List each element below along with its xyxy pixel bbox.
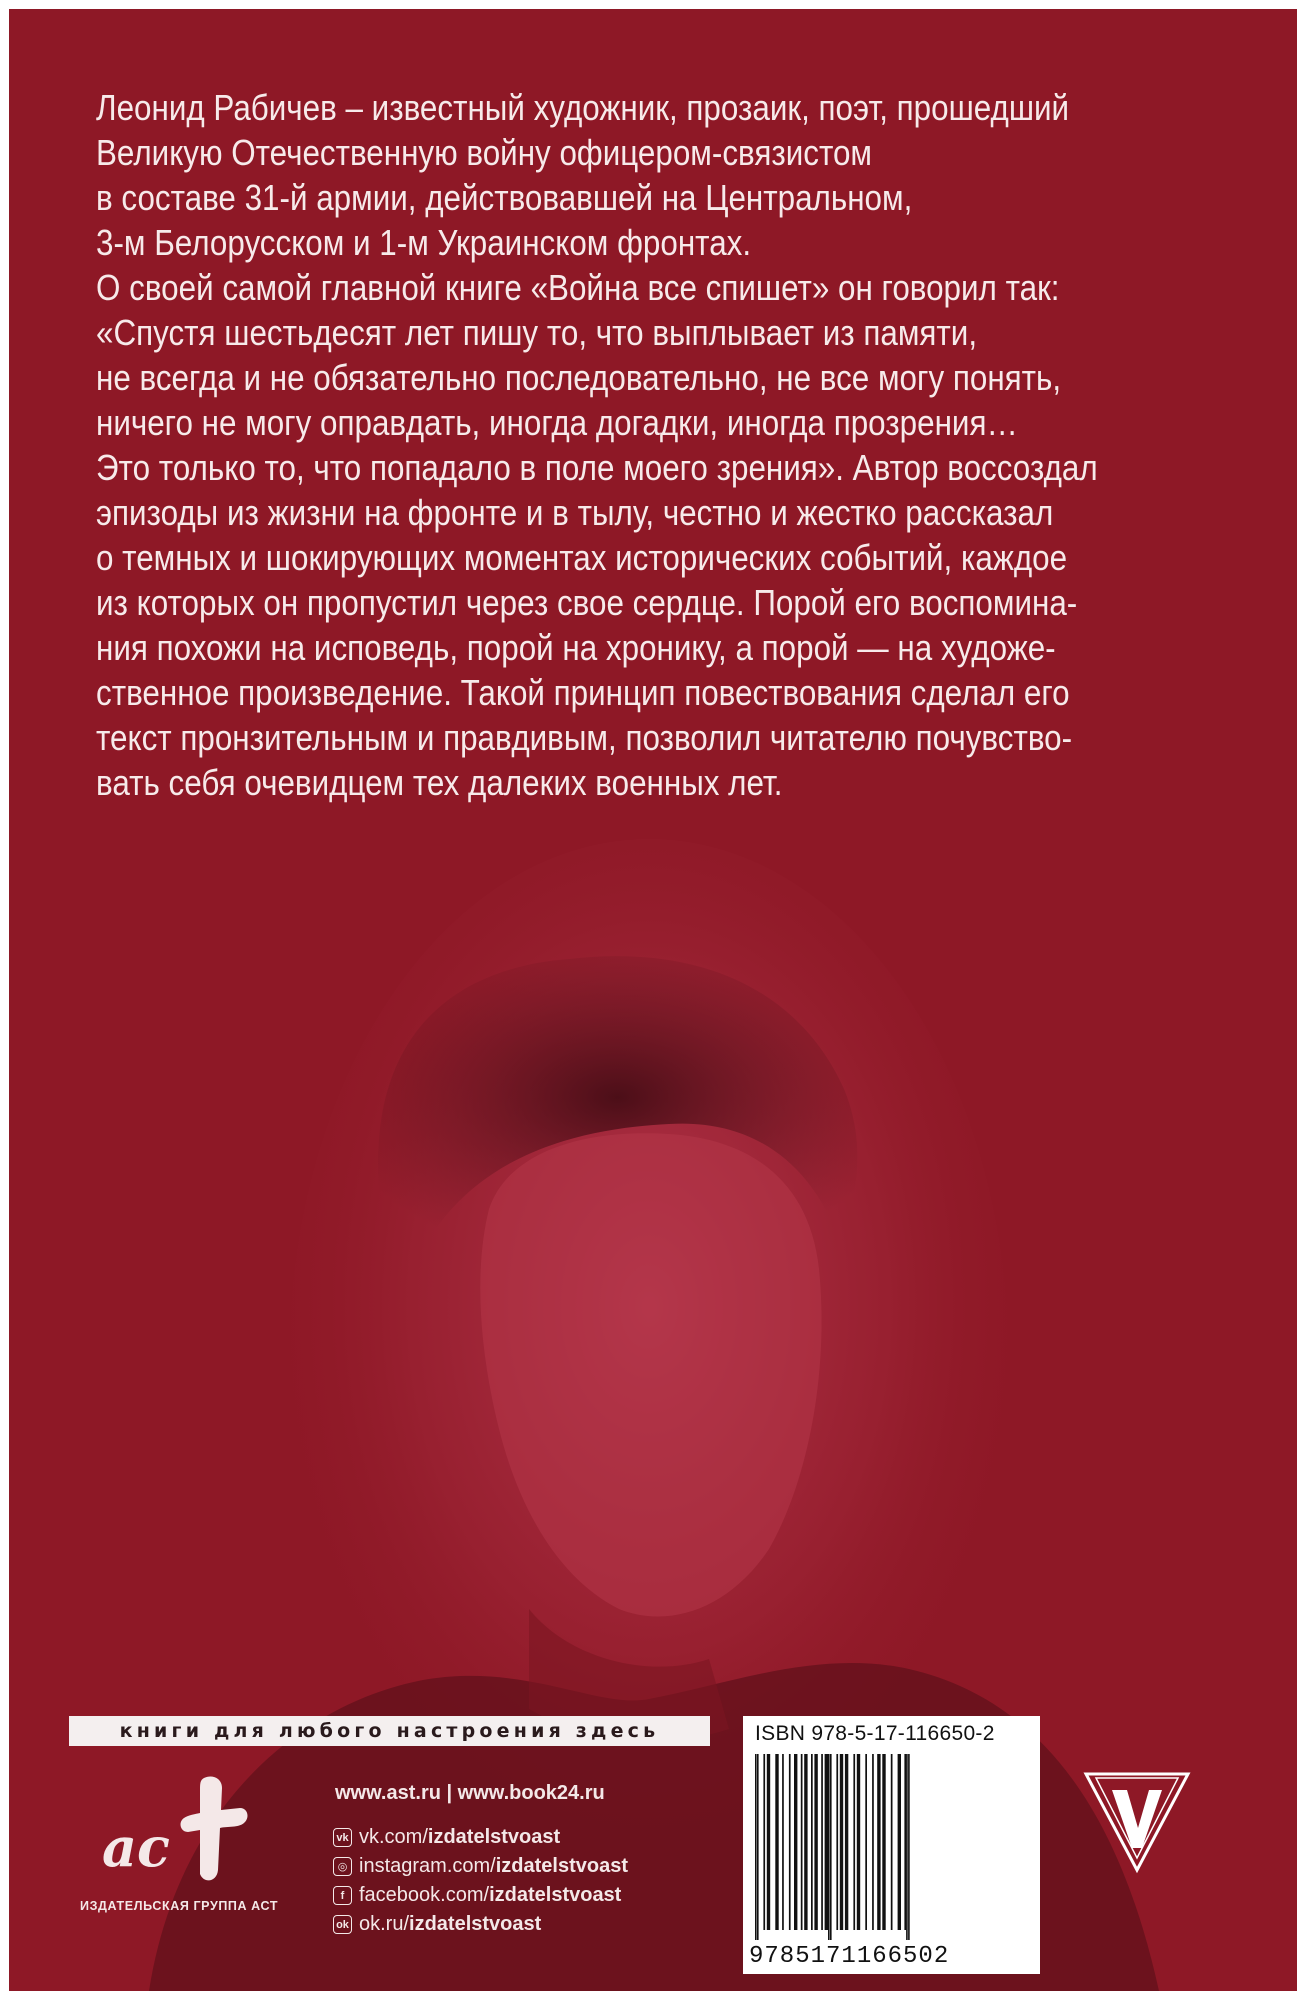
social-prefix: vk.com/	[359, 1826, 428, 1848]
svg-text:ас: ас	[102, 1815, 170, 1879]
ast-logo	[100, 1770, 250, 1890]
barcode-bar	[877, 1754, 880, 1930]
tagline-banner: книги для любого настроения здесь	[69, 1716, 710, 1746]
social-links	[333, 1823, 628, 1939]
barcode-bar	[865, 1754, 867, 1930]
social-handle: izdatelstvoast	[427, 1826, 561, 1848]
annotation-line: не всегда и не обязательно последовательно, не все могу понять,	[96, 357, 1062, 398]
facebook-icon: f	[333, 1886, 352, 1905]
barcode-bar	[763, 1754, 765, 1930]
publisher-websites[interactable]: www.ast.ru | www.book24.ru	[335, 1782, 605, 1804]
barcode-digits: 9785171166502	[749, 1943, 950, 1970]
publisher-name: ИЗДАТЕЛЬСКАЯ ГРУППА АСТ	[80, 1899, 279, 1913]
barcode-bar	[801, 1754, 803, 1930]
social-prefix: facebook.com/	[359, 1884, 490, 1906]
barcode-bar	[755, 1754, 757, 1940]
annotation-line: ничего не могу оправдать, иногда догадки, иногда прозрения…	[96, 402, 1018, 443]
social-handle: izdatelstvoast	[409, 1913, 542, 1935]
barcode-bar	[757, 1754, 759, 1940]
barcode-bar	[904, 1754, 906, 1930]
barcode-bar	[830, 1754, 832, 1940]
barcode-bar	[906, 1754, 908, 1940]
barcode-bar	[804, 1754, 807, 1930]
annotation-text	[96, 85, 1098, 805]
barcode-bar	[872, 1754, 874, 1930]
barcode-bar	[853, 1754, 855, 1930]
annotation-line: Великую Отечественную войну офицером-связистом	[96, 132, 873, 173]
social-link-ok[interactable]	[333, 1910, 628, 1939]
annotation-line: Леонид Рабичев – известный художник, прозаик, поэт, прошедший	[96, 87, 1070, 128]
annotation-line: ственное произведение. Такой принцип повествования сделал его	[96, 672, 1070, 713]
barcode-bar	[811, 1754, 813, 1930]
barcode-bar	[828, 1754, 830, 1940]
barcode-bar	[836, 1754, 838, 1930]
annotation-line: эпизоды из жизни на фронте и в тылу, честно и жестко рассказал	[96, 492, 1054, 533]
barcode-bar	[882, 1754, 885, 1930]
barcode-bar	[814, 1754, 817, 1930]
barcode-bar	[782, 1754, 784, 1930]
barcode-bar	[857, 1754, 860, 1930]
ok-icon: ok	[333, 1915, 352, 1934]
annotation-line: Это только то, что попадало в поле моего зрения». Автор воссоздал	[96, 447, 1098, 488]
annotation-line: «Спустя шестьдесят лет пишу то, что выплывает из памяти,	[96, 312, 978, 353]
barcode-bar	[891, 1754, 893, 1930]
social-prefix: instagram.com/	[359, 1855, 496, 1877]
social-prefix: ok.ru/	[359, 1913, 410, 1935]
annotation-line: О своей самой главной книге «Война все спишет» он говорил так:	[96, 267, 1060, 308]
annotation-line: вать себя очевидцем тех далеких военных лет.	[96, 762, 783, 803]
barcode-bar	[789, 1754, 791, 1930]
barcode-bar	[840, 1754, 843, 1930]
barcode-bar	[794, 1754, 797, 1930]
annotation-line: 3-м Белорусском и 1-м Украинском фронтах.	[96, 222, 752, 263]
barcode-bar	[775, 1754, 778, 1930]
social-link-vk[interactable]	[333, 1823, 628, 1852]
barcode-icon	[753, 1754, 1031, 1940]
social-handle: izdatelstvoast	[495, 1855, 628, 1877]
barcode-bar	[908, 1754, 910, 1940]
barcode-bar	[767, 1754, 770, 1930]
barcode-bar	[898, 1754, 901, 1930]
instagram-icon: ◎	[333, 1857, 352, 1876]
annotation-line: о темных и шокирующих моментах исторических событий, каждое	[96, 537, 1068, 578]
isbn-label: ISBN 978-5-17-116650-2	[755, 1722, 995, 1745]
annotation-line: из которых он пропустил через свое сердце. Порой его воспомина-	[96, 582, 1078, 623]
annotation-line: в составе 31-й армии, действовавшей на Центральном,	[96, 177, 913, 218]
barcode-bar	[821, 1754, 823, 1930]
barcode-bar	[825, 1754, 828, 1930]
annotation-line: ния похожи на исповедь, порой на хронику, а порой — на художе-	[96, 627, 1056, 668]
social-handle: izdatelstvoast	[489, 1884, 622, 1906]
barcode-bar	[845, 1754, 848, 1930]
book-back-cover	[9, 9, 1297, 1991]
social-link-instagram[interactable]	[333, 1852, 628, 1881]
social-link-facebook[interactable]	[333, 1881, 628, 1910]
vk-icon: vk	[333, 1828, 352, 1847]
v-triangle-icon	[1082, 1768, 1192, 1876]
annotation-line: текст пронзительным и правдивым, позволил читателю почувство-	[96, 717, 1073, 758]
isbn-barcode-block	[743, 1716, 1040, 1974]
